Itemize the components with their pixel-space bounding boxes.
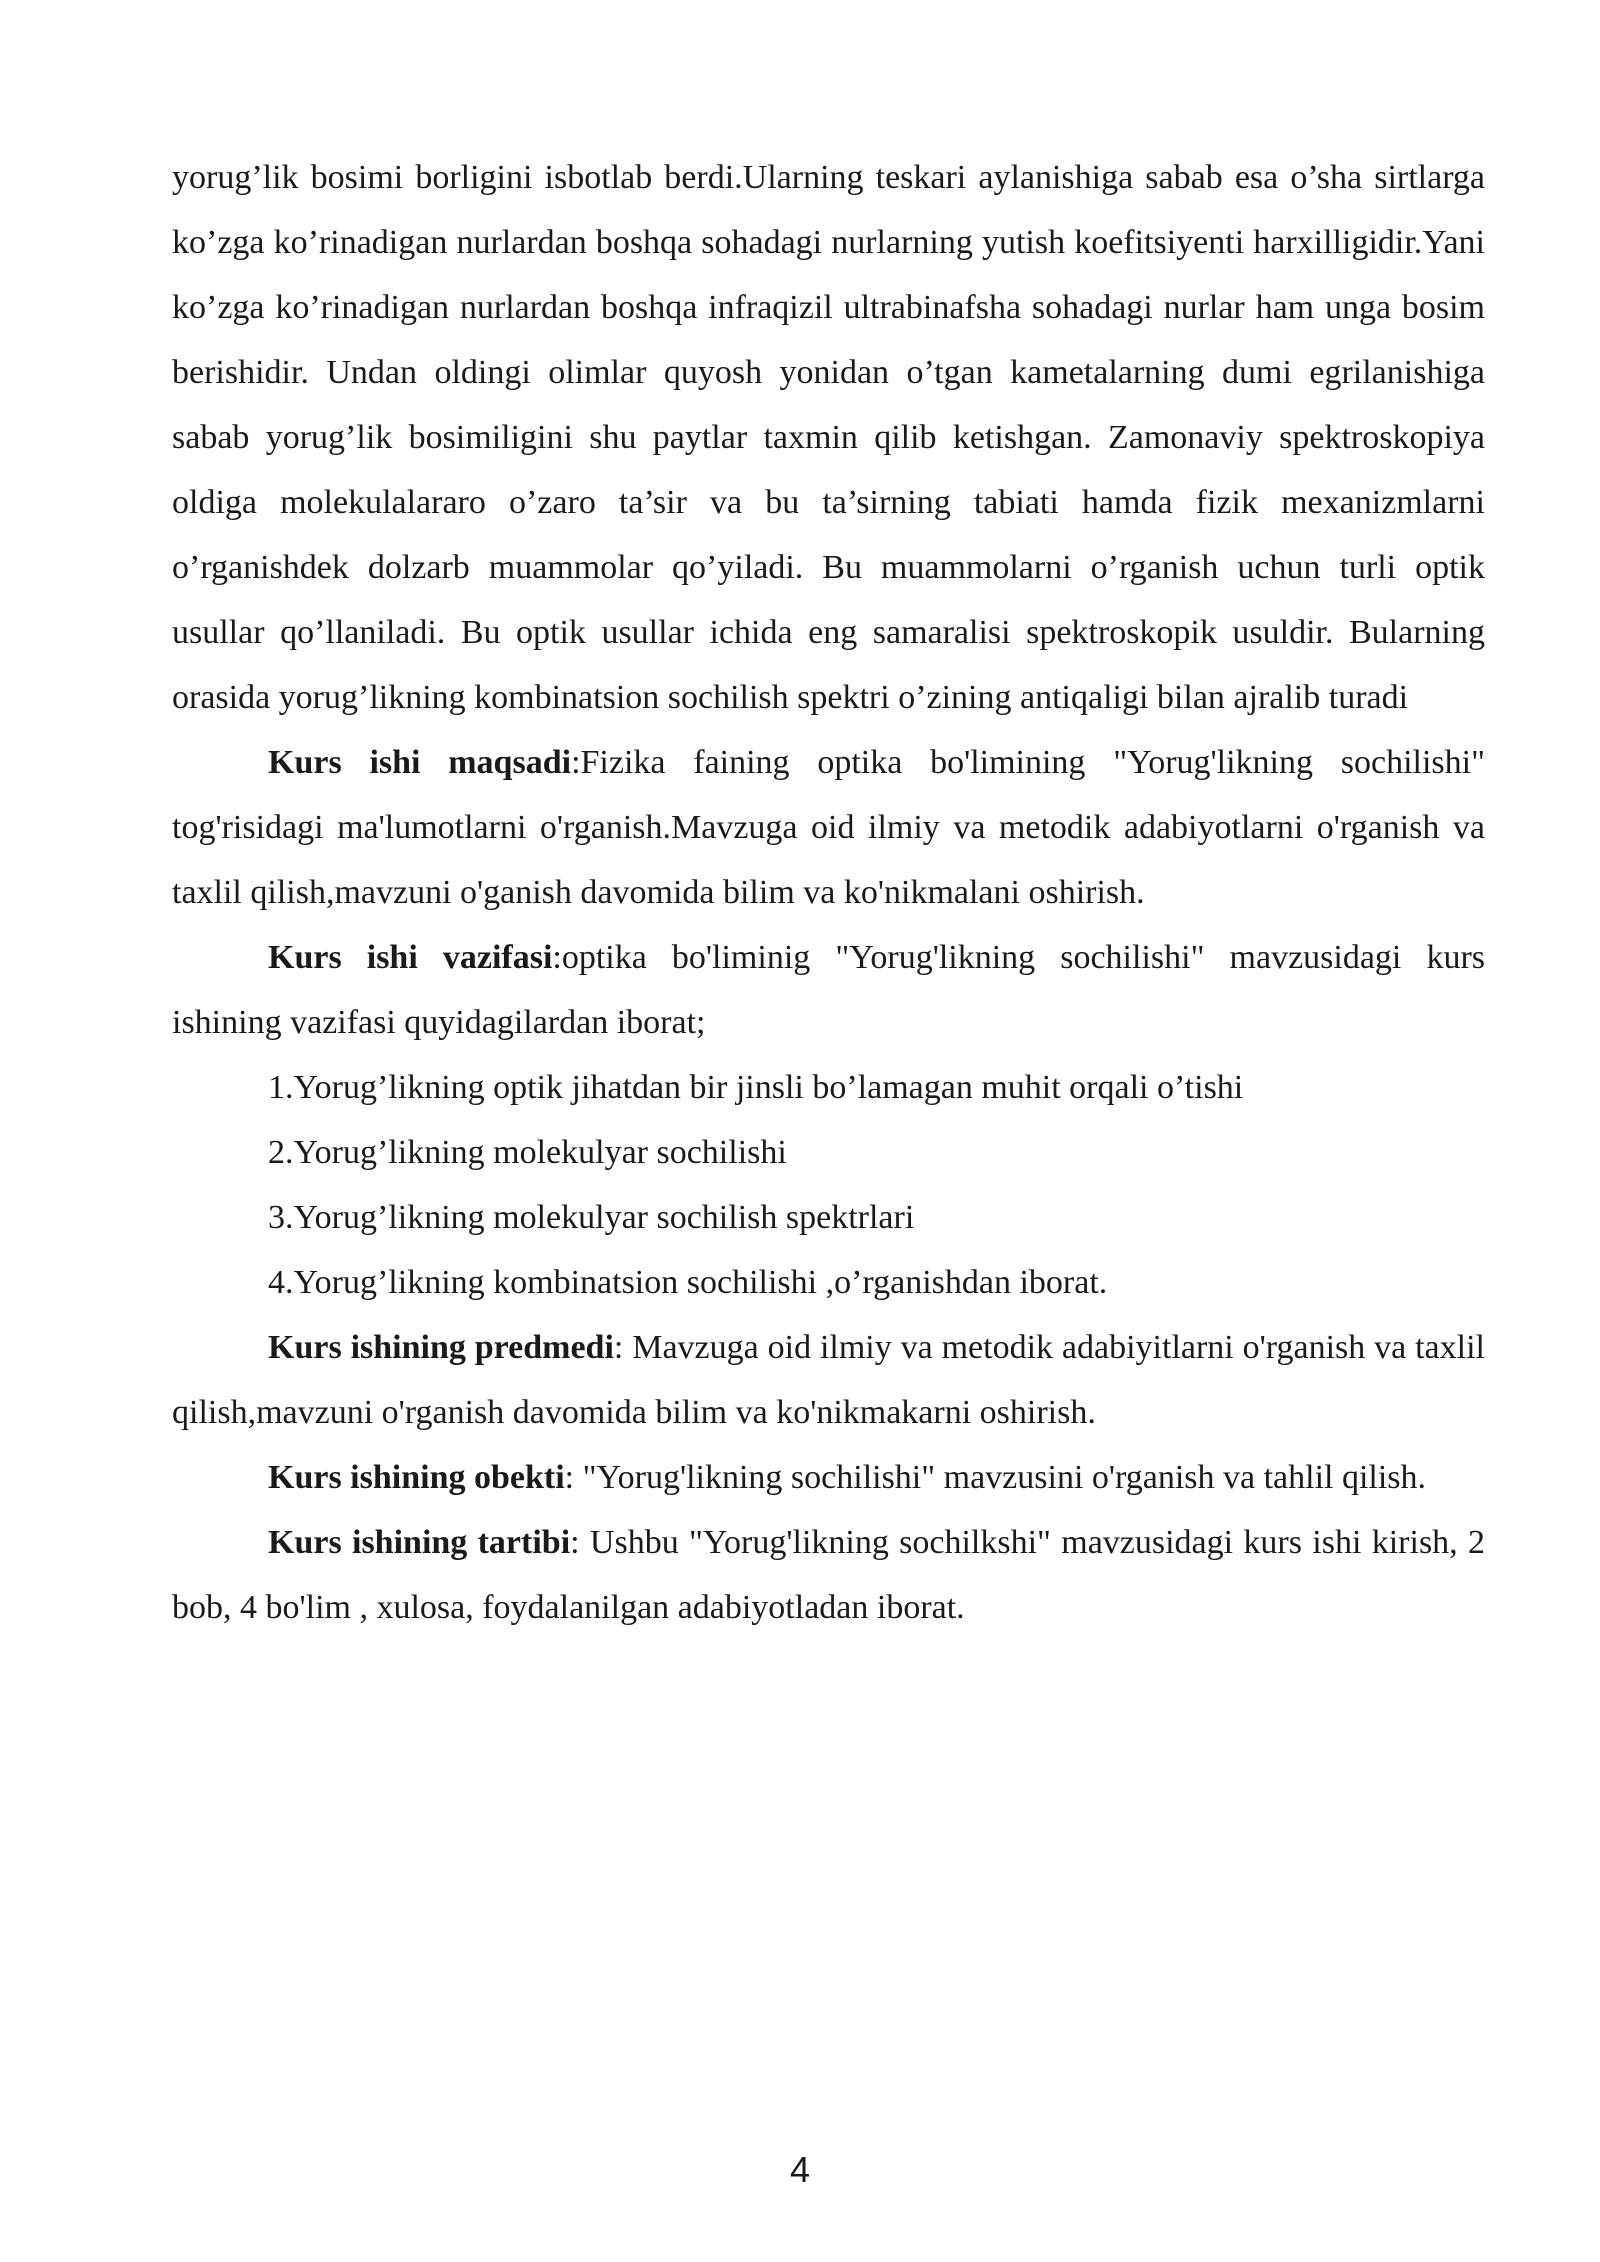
page-number: 4	[789, 2149, 811, 2190]
goal-text: :Fizika faining optika bo'limining "Yorug'likning sochilishi" tog'risidagi ma'lumotlarni o'rganish.Mavzuga oid ilmiy va metodik adabiyotlarni o'rganish va taxlil qilish,mavzuni o'ganish davomida bilim va ko'nikmalani oshirish.	[172, 744, 1485, 911]
list-item: 3.Yorug’likning molekulyar sochilish spektrlari	[268, 1199, 915, 1236]
object-paragraph	[172, 1445, 1485, 1510]
tasks-text: :optika bo'liminig "Yorug'likning sochilishi" mavzusidagi kurs ishining vazifasi quyidagilardan iborat;	[172, 939, 1486, 1041]
intro-paragraph: yorug’lik bosimi borligini isbotlab berdi.Ularning teskari aylanishiga sabab esa o’sha sirtlarga ko’zga ko’rinadigan nurlardan boshqa sohadagi nurlarning yutish koefitsiyenti harxilligidir.Yani ko’zga ko’rinadigan nurlardan boshqa infraqizil ultrabinafsha sohadagi nurlar ham unga bosim berishidir. Undan oldingi olimlar quyosh yonidan o’tgan kametalarning dumi egrilanishiga sabab yorug’lik bosimiligini shu paytlar taxmin qilib ketishgan. Zamonaviy spektroskopiya oldiga molekulalararo o’zaro ta’sir va bu ta’sirning tabiati hamda fizik mexanizmlarni o’rganishdek dolzarb muammolar qo’yiladi. Bu muammolarni o’rganish uchun turli optik usullar qo’llaniladi. Bu optik usullar ichida eng samaralisi spektroskopik usuldir. Bularning orasida yorug’likning kombinatsion sochilish spektri o’zining antiqaligi bilan ajralib turadi	[172, 159, 1485, 716]
goal-label: Kurs ishi maqsadi	[268, 744, 572, 781]
subject-label: Kurs ishining predmedi	[268, 1329, 614, 1366]
structure-label: Kurs ishining tartibi	[268, 1524, 571, 1561]
structure-text: : Ushbu "Yorug'likning sochilkshi" mavzusidagi kurs ishi kirish, 2 bob, 4 bo'lim , xulosa, foydalanilgan adabiyotladan iborat.	[172, 1524, 1485, 1626]
task-list	[172, 1055, 1485, 1315]
tasks-paragraph	[172, 925, 1485, 1055]
structure-paragraph	[172, 1510, 1485, 1640]
list-item: 4.Yorug’likning kombinatsion sochilishi ,o’rganishdan iborat.	[268, 1264, 1108, 1301]
subject-text: : Mavzuga oid ilmiy va metodik adabiyitlarni o'rganish va taxlil qilish,mavzuni o'rganish davomida bilim va ko'nikmakarni oshirish.	[172, 1329, 1485, 1431]
object-text: : "Yorug'likning sochilishi" mavzusini o'rganish va tahlil qilish.	[564, 1459, 1427, 1496]
object-label: Kurs ishining obekti	[268, 1459, 565, 1496]
tasks-label: Kurs ishi vazifasi	[268, 939, 553, 976]
goal-paragraph	[172, 730, 1485, 925]
list-item: 1.Yorug’likning optik jihatdan bir jinsli bo’lamagan muhit orqali o’tishi	[268, 1069, 1244, 1106]
subject-paragraph	[172, 1315, 1485, 1445]
document-page	[172, 145, 1485, 1640]
list-item: 2.Yorug’likning molekulyar sochilishi	[268, 1134, 787, 1171]
